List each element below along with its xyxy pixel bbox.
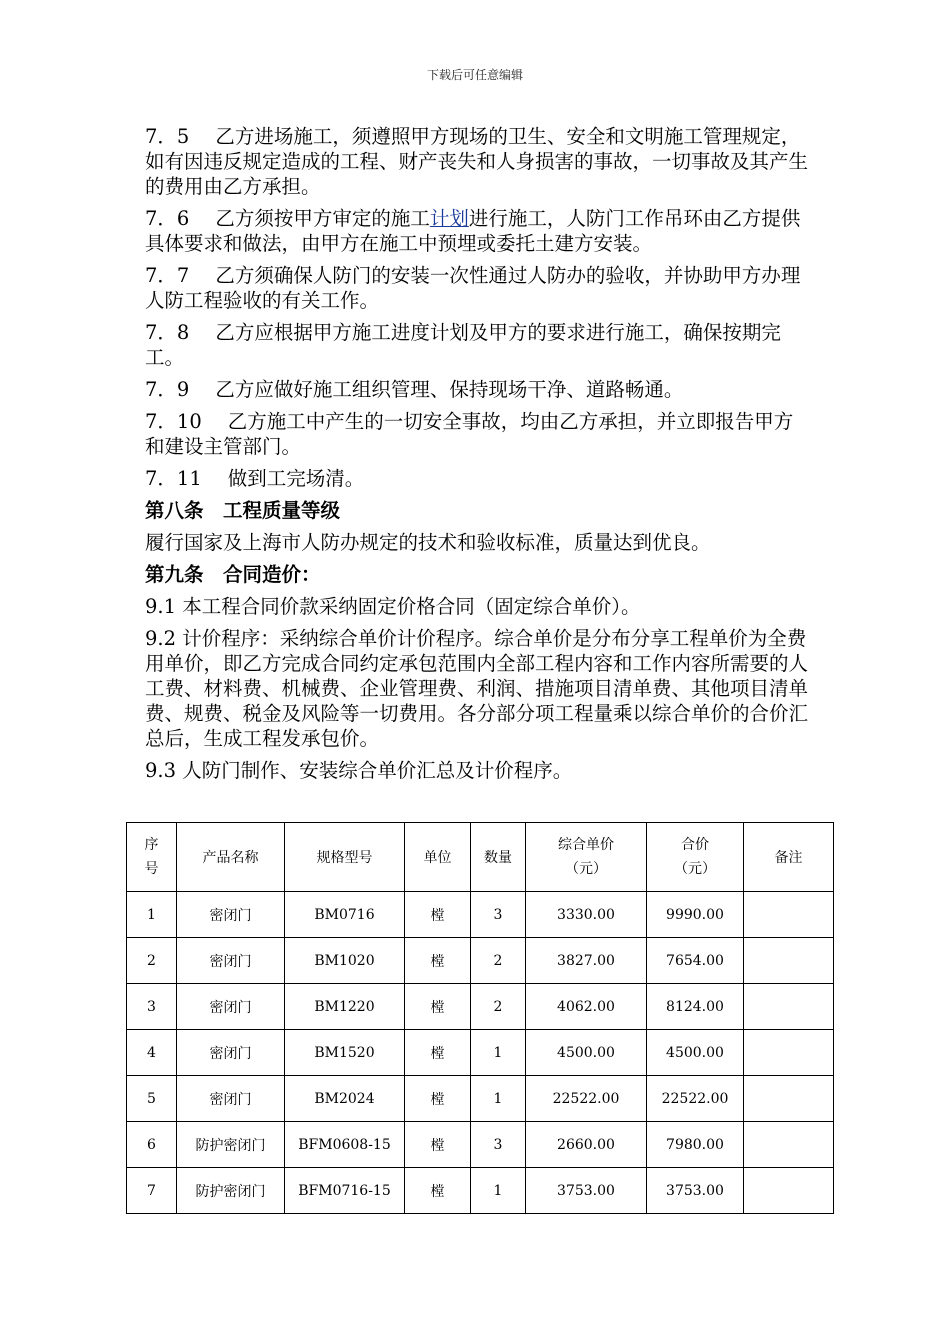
clause-text: 乙方施工中产生的一切安全事故，均由乙方承担，并立即报告甲方和建设主管部门。 xyxy=(145,410,794,458)
cell-total: 9990.00 xyxy=(647,892,744,938)
clause-number: 7．8 xyxy=(145,321,190,344)
cell-remark xyxy=(744,984,834,1030)
header-remark: 备注 xyxy=(744,823,834,892)
cell-total: 4500.00 xyxy=(647,1030,744,1076)
header-note: 下载后可任意编辑 xyxy=(426,68,523,82)
cell-qty: 2 xyxy=(471,938,526,984)
header-seq-line1: 序 xyxy=(144,837,159,853)
table-row xyxy=(127,1122,834,1168)
plan-link[interactable]: 计划 xyxy=(429,207,469,230)
cell-unit-price: 4500.00 xyxy=(526,1030,647,1076)
header-unit: 单位 xyxy=(405,823,471,892)
clause-7-8 xyxy=(145,320,810,370)
clause-text: 乙方进场施工，须遵照甲方现场的卫生、安全和文明施工管理规定，如有因违反规定造成的工程、财产丧失和人身损害的事故，一切事故及其产生的费用由乙方承担。 xyxy=(145,125,809,198)
article-9-2: 9.2 计价程序：采纳综合单价计价程序。综合单价是分布分享工程单价为全费用单价，即乙方完成合同约定承包范围内全部工程内容和工作内容所需要的人工费、材料费、机械费、企业管理费、利润、措施项目清单费、其他项目清单费、规费、税金及风险等一切费用。各分部分项工程量乘以综合单价的合价汇总后，生成工程发承包价。 xyxy=(145,627,809,750)
cell-name: 密闭门 xyxy=(177,1030,285,1076)
header-unit-price-line2: （元） xyxy=(565,861,607,877)
table-row xyxy=(127,1168,834,1214)
cell-model: BM1020 xyxy=(285,938,405,984)
cell-unit: 樘 xyxy=(405,1076,471,1122)
price-table xyxy=(126,822,834,1214)
cell-unit-price: 3753.00 xyxy=(526,1168,647,1214)
cell-unit: 樘 xyxy=(405,1030,471,1076)
cell-unit: 樘 xyxy=(405,938,471,984)
cell-model: BM1220 xyxy=(285,984,405,1030)
clause-text: 乙方应根据甲方施工进度计划及甲方的要求进行施工，确保按期完工。 xyxy=(145,321,781,369)
clause-number: 7．6 xyxy=(145,207,190,230)
cell-name: 防护密闭门 xyxy=(177,1168,285,1214)
table-row xyxy=(127,1030,834,1076)
cell-seq: 4 xyxy=(127,1030,177,1076)
clause-text: 进行施工，人防门工作吊环由乙方提供具体要求和做法，由甲方在施工中预埋或委托土建方安装。 xyxy=(145,207,801,255)
cell-qty: 3 xyxy=(471,892,526,938)
article-9-3: 9.3 人防门制作、安装综合单价汇总及计价程序。 xyxy=(145,759,573,782)
cell-seq: 2 xyxy=(127,938,177,984)
cell-qty: 3 xyxy=(471,1122,526,1168)
article-9-title: 第九条 合同造价： xyxy=(145,563,321,586)
cell-total: 7654.00 xyxy=(647,938,744,984)
cell-unit-price: 3827.00 xyxy=(526,938,647,984)
table-row xyxy=(127,1076,834,1122)
clause-number: 7．7 xyxy=(145,264,190,287)
table-row xyxy=(127,938,834,984)
article-8-body: 履行国家及上海市人防办规定的技术和验收标准，质量达到优良。 xyxy=(145,531,711,554)
cell-unit: 樘 xyxy=(405,984,471,1030)
header-seq-line2: 号 xyxy=(144,861,159,877)
clause-7-7 xyxy=(145,263,810,313)
clause-7-6 xyxy=(145,206,810,256)
cell-total: 8124.00 xyxy=(647,984,744,1030)
cell-seq: 6 xyxy=(127,1122,177,1168)
cell-unit-price: 22522.00 xyxy=(526,1076,647,1122)
clause-7-11 xyxy=(145,466,810,491)
cell-name: 密闭门 xyxy=(177,892,285,938)
cell-remark xyxy=(744,1030,834,1076)
document-body xyxy=(145,124,810,790)
table-row xyxy=(127,892,834,938)
cell-qty: 1 xyxy=(471,1076,526,1122)
clause-number: 7．9 xyxy=(145,378,190,401)
cell-unit-price: 2660.00 xyxy=(526,1122,647,1168)
cell-remark xyxy=(744,938,834,984)
clause-number: 7．11 xyxy=(145,467,202,490)
cell-model: BFM0608-15 xyxy=(285,1122,405,1168)
cell-total: 7980.00 xyxy=(647,1122,744,1168)
header-unit-price xyxy=(526,823,647,892)
cell-remark xyxy=(744,1168,834,1214)
table-header-row xyxy=(127,823,834,892)
cell-unit: 樘 xyxy=(405,892,471,938)
cell-unit-price: 3330.00 xyxy=(526,892,647,938)
header-qty: 数量 xyxy=(471,823,526,892)
cell-model: BM0716 xyxy=(285,892,405,938)
clause-number: 7．5 xyxy=(145,125,190,148)
header-total-line2: （元） xyxy=(674,861,716,877)
cell-unit: 樘 xyxy=(405,1168,471,1214)
cell-remark xyxy=(744,1076,834,1122)
cell-name: 密闭门 xyxy=(177,938,285,984)
header-total xyxy=(647,823,744,892)
clause-7-9 xyxy=(145,377,810,402)
article-8-title: 第八条 工程质量等级 xyxy=(145,499,341,522)
clause-text: 乙方须确保人防门的安装一次性通过人防办的验收，并协助甲方办理人防工程验收的有关工作。 xyxy=(145,264,801,312)
cell-model: BM1520 xyxy=(285,1030,405,1076)
header-total-line1: 合价 xyxy=(681,837,709,853)
header-seq xyxy=(127,823,177,892)
clause-text: 乙方须按甲方审定的施工 xyxy=(215,207,430,230)
cell-seq: 1 xyxy=(127,892,177,938)
clause-text: 做到工完场清。 xyxy=(227,467,365,490)
clause-number: 7．10 xyxy=(145,410,202,433)
clause-7-5 xyxy=(145,124,810,199)
cell-seq: 7 xyxy=(127,1168,177,1214)
cell-qty: 1 xyxy=(471,1168,526,1214)
cell-qty: 2 xyxy=(471,984,526,1030)
cell-total: 22522.00 xyxy=(647,1076,744,1122)
cell-qty: 1 xyxy=(471,1030,526,1076)
cell-unit-price: 4062.00 xyxy=(526,984,647,1030)
cell-seq: 3 xyxy=(127,984,177,1030)
clause-7-10 xyxy=(145,409,810,459)
clause-text: 乙方应做好施工组织管理、保持现场干净、道路畅通。 xyxy=(215,378,684,401)
cell-model: BFM0716-15 xyxy=(285,1168,405,1214)
cell-name: 防护密闭门 xyxy=(177,1122,285,1168)
cell-name: 密闭门 xyxy=(177,1076,285,1122)
cell-unit: 樘 xyxy=(405,1122,471,1168)
header-unit-price-line1: 综合单价 xyxy=(558,837,614,853)
cell-seq: 5 xyxy=(127,1076,177,1122)
cell-model: BM2024 xyxy=(285,1076,405,1122)
cell-total: 3753.00 xyxy=(647,1168,744,1214)
cell-remark xyxy=(744,1122,834,1168)
article-9-1: 9.1 本工程合同价款采纳固定价格合同（固定综合单价）。 xyxy=(145,595,641,618)
header-name: 产品名称 xyxy=(177,823,285,892)
cell-name: 密闭门 xyxy=(177,984,285,1030)
table-row xyxy=(127,984,834,1030)
header-model: 规格型号 xyxy=(285,823,405,892)
cell-remark xyxy=(744,892,834,938)
